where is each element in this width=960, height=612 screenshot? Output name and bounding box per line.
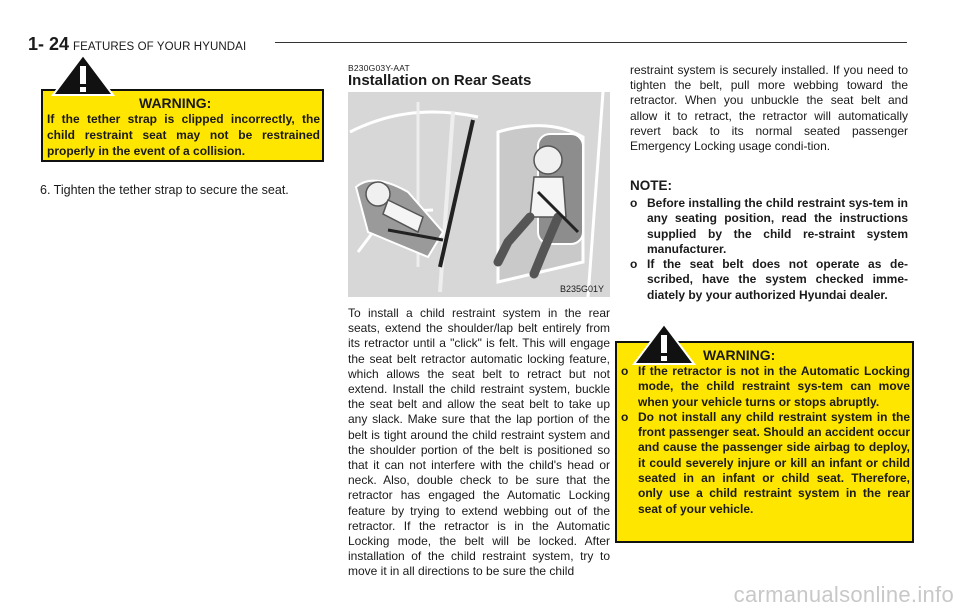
warning-text: If the tether strap is clipped incorrectly, the child restraint seat may not be restrained properly in the event of a collision.: [47, 112, 320, 158]
warning-bullet: o: [621, 364, 629, 378]
section-code: B230G03Y-AAT: [348, 63, 410, 73]
note-bullet: o: [630, 196, 638, 210]
header-rule: [275, 42, 907, 43]
warning-triangle-icon: [51, 53, 115, 97]
continuation-text: restraint system is securely installed. If you need to tighten the belt, pull more webbing toward the retractor. When you unbuckle the seat belt and allow it to retract, the retractor will automatically revert back to its normal seated passenger Emergency Locking usage condi-tion.: [630, 63, 908, 154]
note-item: [630, 196, 908, 257]
warning-item: [621, 410, 910, 517]
note-item: [630, 257, 908, 303]
warning-item-text: If the retractor is not in the Automatic Locking mode, the child restraint sys-tem can move when your vehicle turns or stops abruptly.: [638, 364, 910, 409]
note-item-text: Before installing the child restraint sys-tem in any seating position, read the instructions supplied by the child re-straint system manufacturer.: [647, 196, 908, 256]
warning-triangle-icon: [632, 322, 696, 366]
figure-code: B235G01Y: [559, 284, 604, 294]
rear-seat-illustration: [348, 92, 610, 297]
warning-bullet: o: [621, 409, 629, 424]
warning-box-tether: [41, 89, 324, 162]
rear-seat-instructions: To install a child restraint system in the rear seats, extend the shoulder/lap belt entirely from its retractor until a "click" is felt. This will engage the seat belt retractor automatic locking feature, which allows the seat belt to retract but not extend. Install the child restraint system, buckle the seat belt and allow the seat belt to take up any slack. Make sure that the lap portion of the belt is tight around the child restraint system and the shoulder portion of the belt is positioned so that it can not interfere with the child's head or neck. Also, double check to be sure that the retractor has engaged the Automatic Locking feature by trying to extend webbing out of the retractor. If the retractor is in the Automatic Locking mode, the belt will be locked. After installation of the child restraint system, try to move it in all directions to be sure the child: [348, 306, 610, 579]
note-item-text: If the seat belt does not operate as de-scribed, have the system checked imme-diately by your authorized Hyundai dealer.: [647, 257, 908, 302]
warning-title: WARNING:: [703, 347, 776, 363]
step-6-text: 6. Tighten the tether strap to secure the seat.: [40, 183, 289, 197]
watermark: carmanualsonline.info: [733, 582, 954, 607]
note-title: NOTE:: [630, 178, 672, 193]
note-list: [630, 196, 908, 303]
section-title: FEATURES OF YOUR HYUNDAI: [73, 41, 247, 53]
page-header: [28, 34, 246, 55]
car-seat-illustration-icon: [348, 92, 610, 297]
warning-item: [621, 364, 910, 410]
warning-item-text: Do not install any child restraint system in the front passenger seat. Should an accident occur and cause the passenger side airbag to deploy, it could severely injure or kill an infant or child seated in an infant or child seat. Therefore, only use a child restraint system in the rear seat of your vehicle.: [638, 409, 910, 516]
section-heading: Installation on Rear Seats: [348, 72, 532, 89]
warning-title: WARNING:: [139, 95, 212, 111]
warning-box-retractor: [615, 341, 914, 543]
warning-list: [621, 364, 910, 517]
note-bullet: o: [630, 257, 638, 272]
page-number: 1- 24: [28, 34, 70, 54]
